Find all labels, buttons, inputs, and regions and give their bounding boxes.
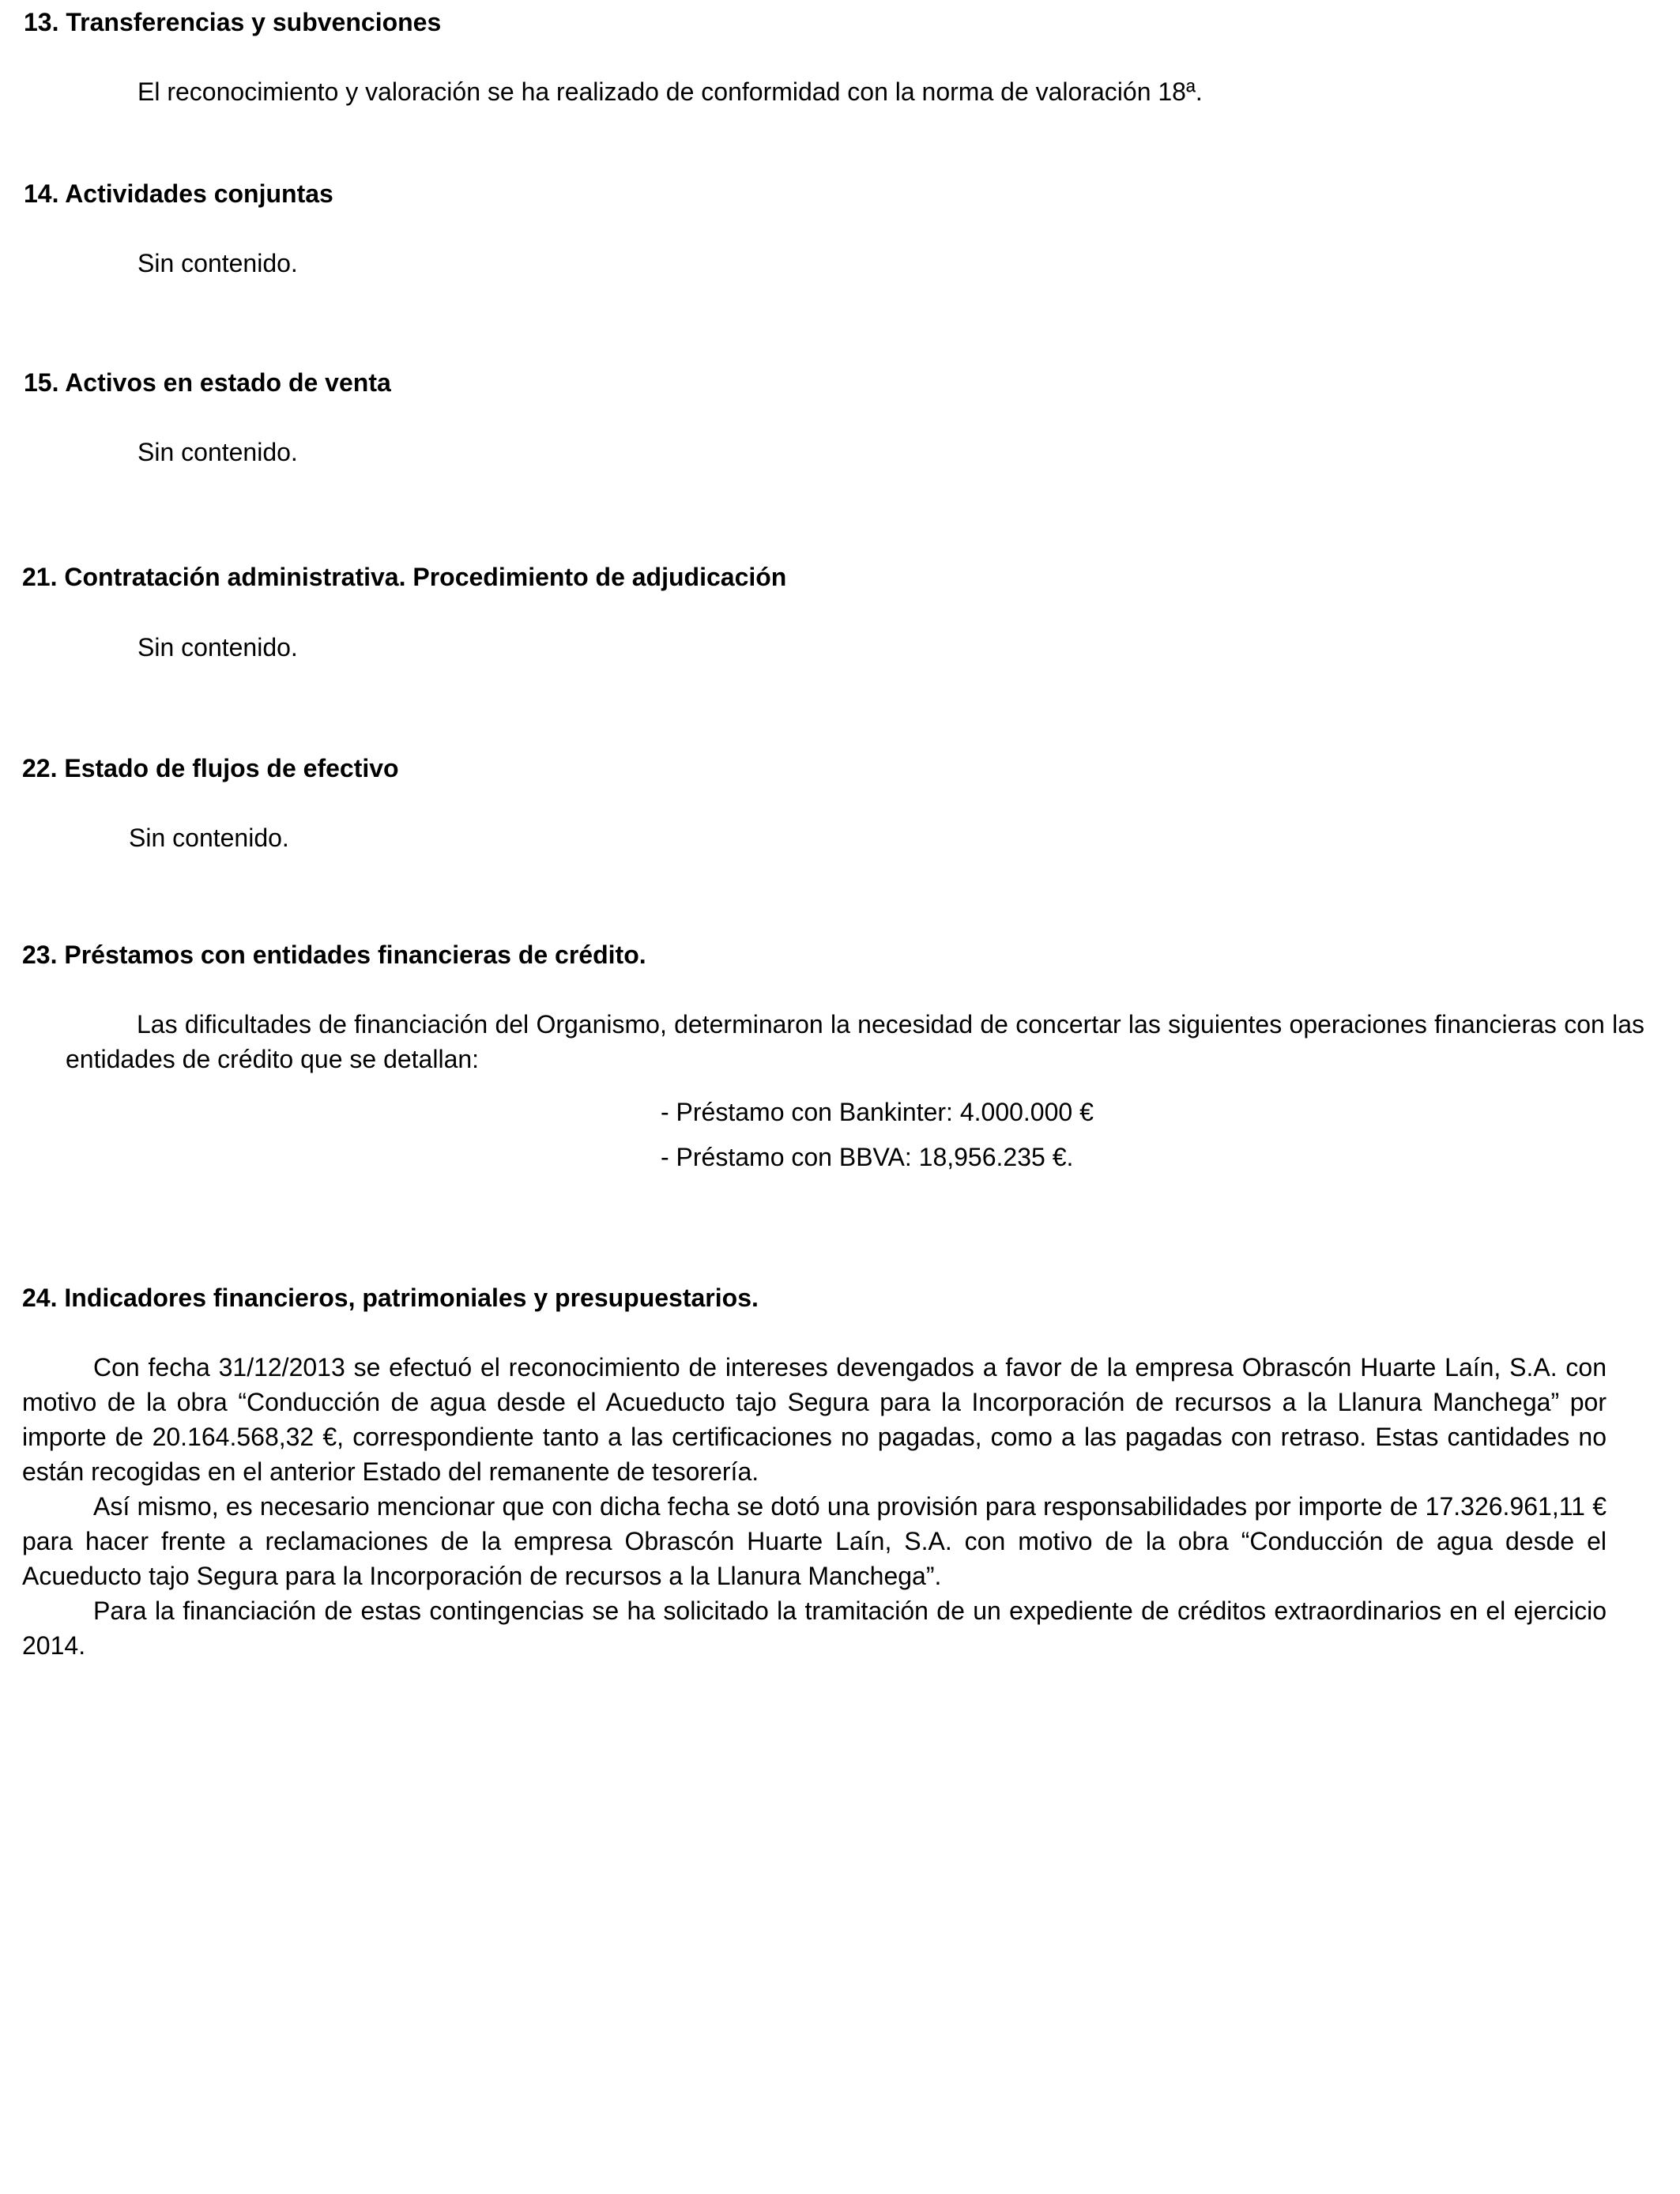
- section-14-text: Sin contenido.: [137, 249, 298, 277]
- section-24-paragraph-2: Así mismo, es necesario mencionar que con dicha fecha se dotó una provisión para responsabilidades por importe de 17.326.961,11 € para hacer frente a reclamaciones de la empresa Obrascón Huarte Laín, S.A. con motivo de la obra “Conducción de agua desde el Acueducto tajo Segura para la Incorporación de recursos a la Llanura Manchega”.: [22, 1492, 1607, 1590]
- section-24-paragraph-3: Para la financiación de estas contingencias se ha solicitado la tramitación de un expediente de créditos extraordinarios en el ejercicio 2014.: [22, 1596, 1607, 1660]
- section-22-heading: 22. Estado de flujos de efectivo: [22, 754, 399, 782]
- loan-item-bankinter: - Préstamo con Bankinter: 4.000.000 €: [661, 1098, 1094, 1126]
- section-15-text: Sin contenido.: [137, 438, 298, 466]
- section-23-heading: 23. Préstamos con entidades financieras de crédito.: [22, 941, 646, 969]
- section-14-heading: 14. Actividades conjuntas: [24, 179, 333, 208]
- section-24-heading: 24. Indicadores financieros, patrimoniales y presupuestarios.: [22, 1284, 759, 1312]
- section-21-text: Sin contenido.: [137, 633, 298, 662]
- section-13-text: El reconocimiento y valoración se ha realizado de conformidad con la norma de valoración 18ª.: [137, 77, 1203, 106]
- section-22-text: Sin contenido.: [129, 824, 289, 852]
- section-21-heading: 21. Contratación administrativa. Procedimiento de adjudicación: [22, 563, 787, 591]
- section-24-paragraph-1: Con fecha 31/12/2013 se efectuó el reconocimiento de intereses devengados a favor de la empresa Obrascón Huarte Laín, S.A. con motivo de la obra “Conducción de agua desde el Acueducto tajo Segura para la Incorporación de recursos a la Llanura Manchega” por importe de 20.164.568,32 €, correspondiente tanto a las certificaciones no pagadas, como a las pagadas con retraso. Estas cantidades no están recogidas en el anterior Estado del remanente de tesorería.: [22, 1353, 1607, 1486]
- section-15-heading: 15. Activos en estado de venta: [24, 368, 391, 397]
- loan-item-bbva: - Préstamo con BBVA: 18,956.235 €.: [661, 1143, 1074, 1171]
- section-23-intro: Las dificultades de financiación del Organismo, determinaron la necesidad de concertar las siguientes operaciones financieras con las entidades de crédito que se detallan:: [66, 1010, 1644, 1073]
- section-13-heading: 13. Transferencias y subvenciones: [24, 8, 442, 36]
